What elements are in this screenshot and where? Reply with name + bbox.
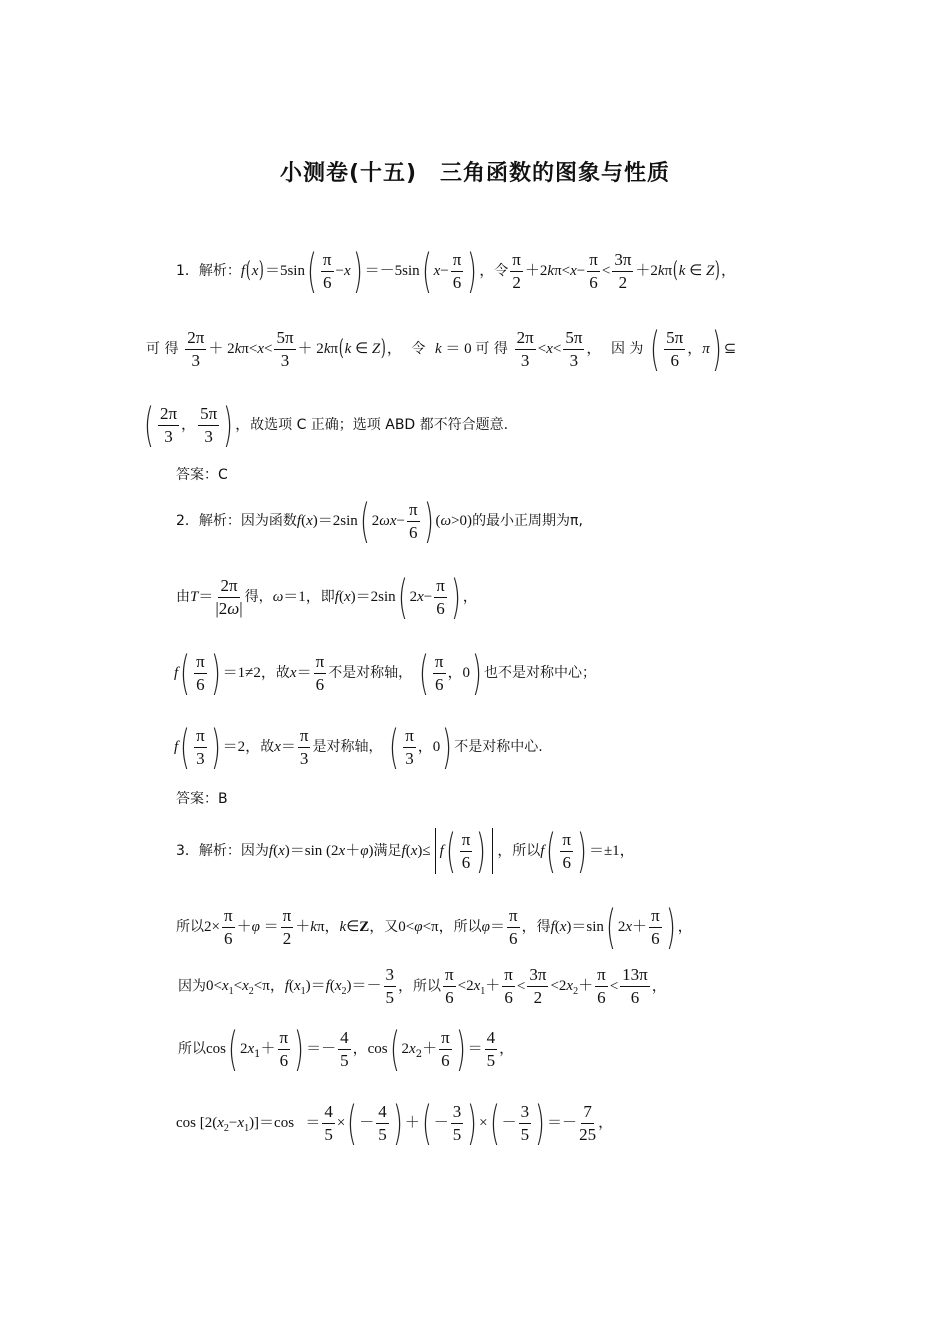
- q2-text-7: 不是对称轴，: [328, 665, 413, 681]
- q2-text-3: 由: [176, 589, 190, 605]
- q1-text-2: 可 得: [146, 341, 179, 357]
- q3-line5: $\cos [2(x_2-x_1)]=\cos$ ＝ $\frac{4}{5}$ ×( － $\frac{4}{5}$ ) ＋( － $\frac{3}{5}$ ) ×( － $\frac{3}{5}$ ) ＝－ $\frac{7}{25}$ ，: [176, 1096, 614, 1150]
- q2-line4: f( $\frac{\pi}{3}$ ) ＝2，故x＝ $\frac{\pi}{3}$ 是对称轴， ( $\frac{\pi}{3}$ ，0) 不是对称中心.: [174, 720, 543, 774]
- q1-text-3: 令: [411, 341, 426, 357]
- page-title: 小测卷(十五) 三角函数的图象与性质: [279, 161, 671, 186]
- q3-line4: 所以cos( $2x_1+$ $\frac{\pi}{6}$ ) ＝－ $\frac{4}{5}$ ，cos( $2x_2+$ $\frac{\pi}{6}$ ) ＝ $\frac{4}{5}$ ，: [178, 1022, 515, 1076]
- q3-text-2: 满足: [373, 843, 402, 859]
- q2-text-2: 的最小正周期为π,: [472, 513, 583, 529]
- q1-text-6: 故选项 C 正确；选项 ABD 都不符合题意.: [250, 417, 509, 433]
- q3-label: 3．解析：: [176, 843, 241, 859]
- q1-line3: ( $\frac{2\pi}{3}$ ， $\frac{5\pi}{3}$ ) ，故选项 C 正确；选项 ABD 都不符合题意.: [144, 398, 509, 452]
- q1-label: 1．解析：: [176, 263, 241, 279]
- q2-line1: 2．解析：因为函数f(x)＝2sin( 2ωx− $\frac{\pi}{6}$ ) (ω>0)的最小正周期为π,: [176, 494, 583, 548]
- q3-text-7: 得: [536, 919, 551, 935]
- q2-line3: f( $\frac{\pi}{6}$ ) ＝1≠2，故x＝ $\frac{\pi}{6}$ 不是对称轴， ( $\frac{\pi}{6}$ ，0) 也不是对称中心；: [174, 646, 596, 700]
- q1-text-5: 因 为: [610, 341, 644, 357]
- q2-text-6: 故: [275, 665, 290, 681]
- q3-text-4: 所以: [176, 919, 204, 935]
- q3-line3: 因为$0<x_1<x_2<\pi$，$f(x_1)=f(x_2)=-$ $\frac{3}{5}$ ，所以 $\frac{\pi}{6}$ $<2x_1+$ $\frac{\pi}{6}$ < $\frac{3\pi}{2}$ $<2x_2+$ $\frac{\pi}{6}$ < $\frac{13\pi}{6}$ ，: [178, 965, 667, 1007]
- q2-text-8: 也不是对称中心；: [483, 665, 596, 681]
- q3-text-1: 因为: [240, 843, 269, 859]
- q3-text-10: 所以: [178, 1041, 206, 1057]
- q2-text-10: 是对称轴，: [312, 739, 383, 755]
- q2-text-9: 故: [260, 739, 275, 755]
- q2-text-11: 不是对称中心.: [454, 739, 543, 755]
- q2-line2: 由T＝ $\frac{2\pi}{|2\omega|}$ 得，ω＝1，即f(x)＝2sin( 2x− $\frac{\pi}{6}$ ) ，: [176, 570, 478, 624]
- q3-text-8: 因为: [178, 978, 206, 995]
- q2-text-4: 得，: [244, 589, 273, 605]
- q1-text-1: 令: [494, 263, 509, 279]
- q2-text-1: 因为函数: [240, 513, 297, 529]
- q1-text-4: 可 得: [475, 341, 508, 357]
- q3-text-5: 又: [384, 919, 399, 935]
- q3-text-9: 所以: [413, 978, 442, 995]
- q3-text-6: 所以: [453, 919, 482, 935]
- q2-label: 2．解析：: [176, 513, 241, 529]
- q1-line1: 1．解析：f(x)＝5sin( $\frac{\pi}{6}$ −x) ＝－5sin( x− $\frac{\pi}{6}$ ) ，令 $\frac{\pi}{2}$ ＋2kπ<x− $\frac{\pi}{6}$ < $\frac{3\pi}{2}$ ＋2kπ(k ∈ Z)，: [176, 244, 736, 298]
- q1-line2: 可 得 $\frac{2\pi}{3}$ ＋ 2kπ<x< $\frac{5\pi}{3}$ ＋ 2kπ(k ∈ Z)， 令 k ＝ 0 可 得 $\frac{2\pi}{3}$ <x< $\frac{5\pi}{3}$ ， 因 为 ( $\frac{5\pi}{6}$ ，π) ⊆: [146, 322, 737, 376]
- q3-line2: 所以2× $\frac{\pi}{6}$ ＋φ ＝ $\frac{\pi}{2}$ ＋kπ，k∈Z，又0<φ<π，所以φ＝ $\frac{\pi}{6}$ ，得f(x)＝sin( 2x＋ $\frac{\pi}{6}$ ) ，: [176, 900, 693, 954]
- q2-text-5: 即: [320, 589, 335, 605]
- q3-line1: 3．解析：因为f(x)＝sin (2x＋φ)满足f(x)≤ f( $\frac{\pi}{6}$ ) ，所以f( $\frac{\pi}{6}$ ) ＝±1，: [176, 824, 635, 878]
- q1-answer: 答案：C: [176, 467, 228, 483]
- q2-answer: 答案：B: [176, 791, 228, 807]
- q3-text-3: 所以: [512, 843, 541, 859]
